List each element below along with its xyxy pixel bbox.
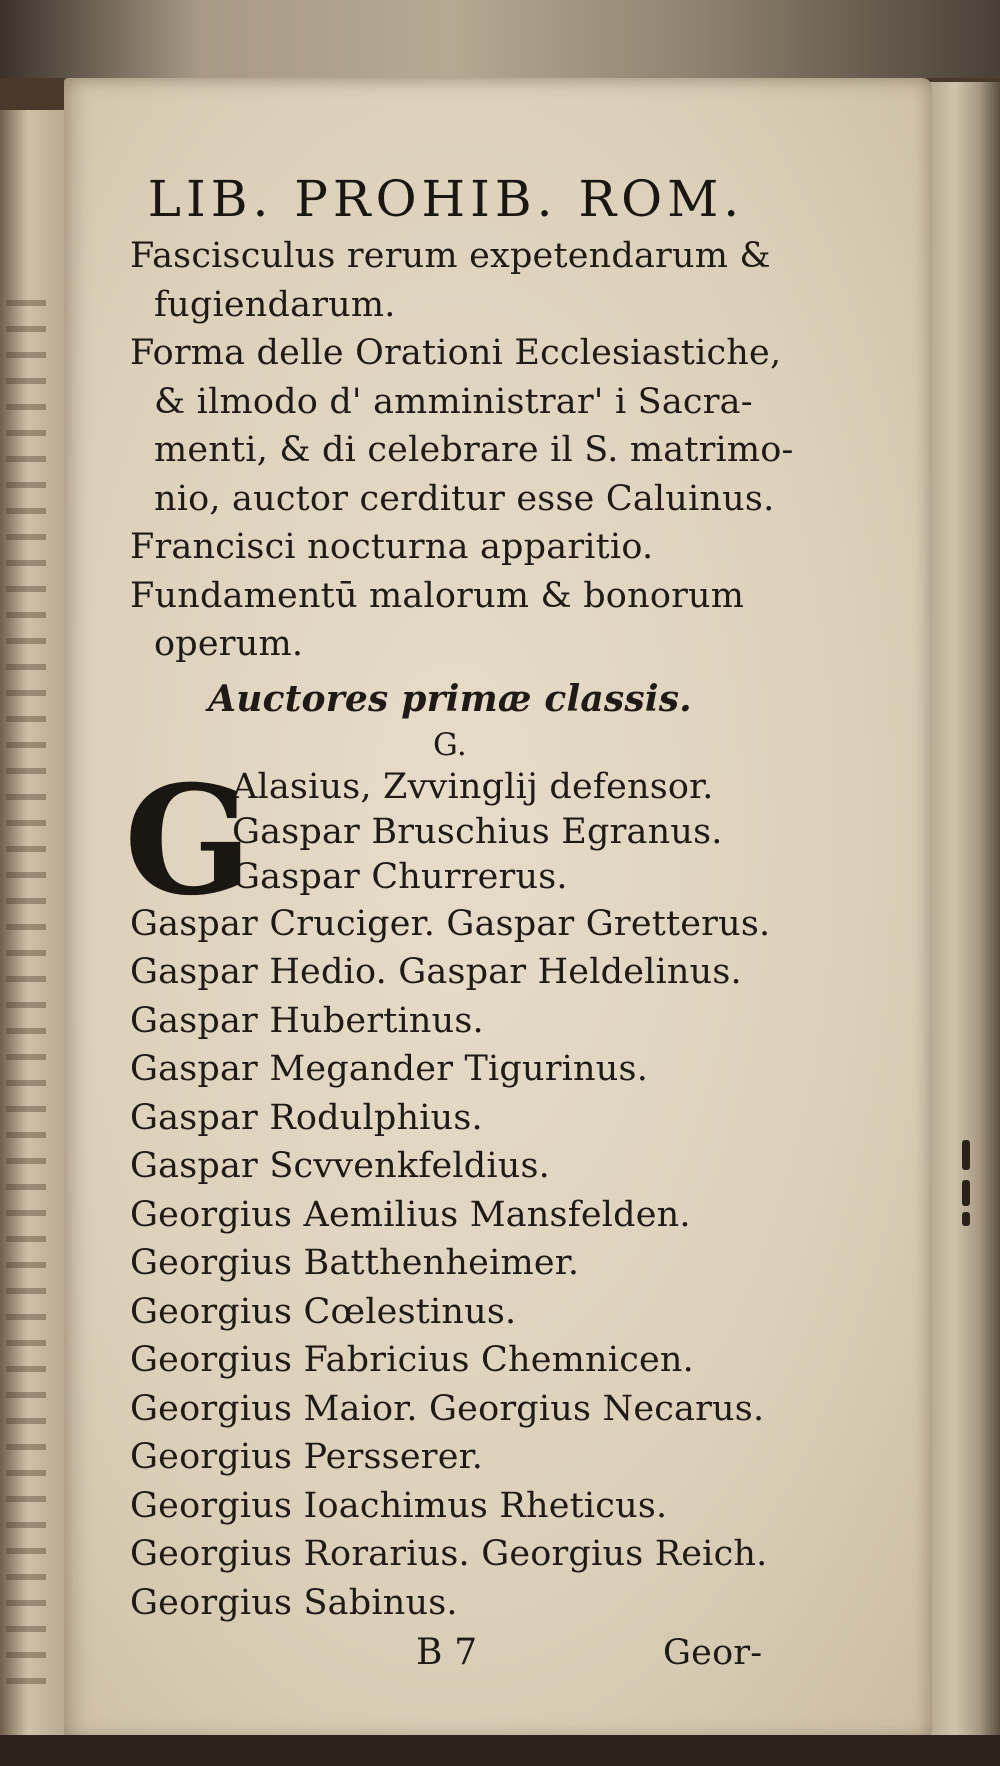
- entry-line: Gaspar Hedio. Gaspar Heldelinus.: [130, 952, 742, 992]
- entry-line: menti, & di celebrare il S. matrimo-: [154, 430, 794, 470]
- entry-line: Georgius Cœlestinus.: [130, 1291, 517, 1332]
- entry-line: nio, auctor cerditur esse Caluinus.: [154, 478, 775, 519]
- edge-ink-mark: [962, 1140, 970, 1170]
- entry-line: fugiendarum.: [154, 284, 396, 325]
- entry-line: Gaspar Scvvenkfeldius.: [130, 1146, 550, 1186]
- entries-top: [130, 232, 794, 669]
- entry-line: Gaspar Rodulphius.: [130, 1097, 483, 1138]
- section-title: Auctores primæ classis.: [208, 677, 692, 720]
- page-text-block: [124, 166, 794, 1677]
- entry-line: Georgius Maior. Georgius Necarus.: [130, 1388, 765, 1429]
- entry-line: Georgius Fabricius Chemnicen.: [130, 1340, 694, 1380]
- running-head: LIB. PROHIB. ROM.: [147, 170, 745, 228]
- entry-line: Georgius Sabinus.: [130, 1582, 458, 1623]
- entries-bottom: [130, 900, 770, 1628]
- entry-line: Georgius Ioachimus Rheticus.: [130, 1485, 668, 1526]
- entry-line: Georgius Rorarius. Georgius Reich.: [130, 1534, 768, 1574]
- letter-heading: G.: [433, 726, 467, 763]
- entry-line: Fundamentū malorum & bonorum: [130, 575, 745, 616]
- book-bottom-edge: [0, 1735, 1000, 1766]
- entry-line: Georgius Aemilius Mansfelden.: [130, 1194, 691, 1235]
- page-stack-edge: [930, 82, 1000, 1766]
- previous-page-edge: [0, 110, 70, 1750]
- entry-line: Gaspar Cruciger. Gaspar Gretterus.: [130, 903, 771, 944]
- entry-line: Georgius Persserer.: [130, 1437, 484, 1477]
- entry-line: Alasius, Zvvinglij defensor.: [232, 766, 714, 807]
- entry-line: Fascisculus rerum expetendarum &: [130, 236, 771, 276]
- entry-line: Forma delle Orationi Ecclesiastiche,: [130, 333, 782, 373]
- entry-line: Francisci nocturna apparitio.: [130, 527, 654, 567]
- entry-line: Gaspar Bruschius Egranus.: [232, 811, 723, 852]
- entry-line: operum.: [154, 624, 304, 664]
- edge-ink-mark: [962, 1212, 970, 1226]
- entry-line: Gaspar Hubertinus.: [130, 1000, 484, 1041]
- book-top-edge: [0, 0, 1000, 78]
- entry-line: Gaspar Churrerus.: [232, 856, 568, 897]
- entry-line: & ilmodo d' amministrar' i Sacra-: [154, 381, 753, 422]
- entry-line: Georgius Batthenheimer.: [130, 1243, 580, 1283]
- edge-ink-mark: [962, 1180, 970, 1206]
- entry-line: Gaspar Megander Tigurinus.: [130, 1049, 649, 1089]
- page-footer: [130, 1629, 770, 1677]
- signature-mark: B 7: [416, 1632, 478, 1673]
- previous-page-text-fragment: [6, 300, 46, 1700]
- drop-cap: G: [124, 752, 253, 929]
- catchword: Geor-: [663, 1633, 763, 1673]
